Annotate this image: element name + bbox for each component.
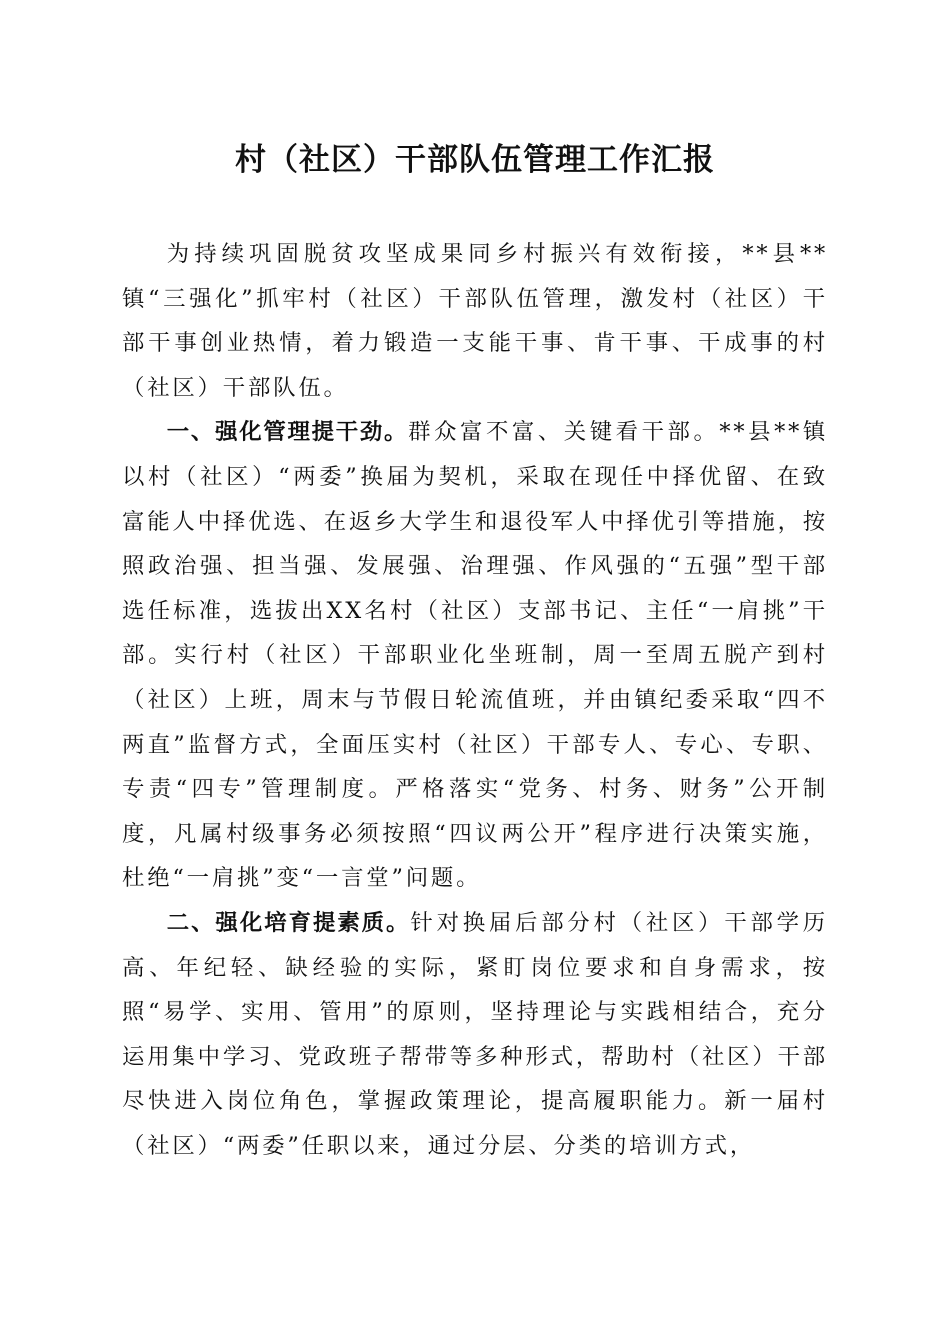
document-body (122, 232, 828, 1168)
section-paragraph-1 (122, 410, 828, 901)
intro-paragraph: 为持续巩固脱贫攻坚成果同乡村振兴有效衔接，**县**镇“三强化”抓牢村（社区）干部队伍管理，激发村（社区）干部干事创业热情，着力锻造一支能干事、肯干事、干成事的村（社区）干部队伍。 (122, 241, 828, 401)
section-heading-2: 二、强化培育提素质。 (166, 909, 411, 936)
section-text-2: 针对换届后部分村（社区）干部学历高、年纪轻、缺经验的实际，紧盯岗位要求和自身需求，按照“易学、实用、管用”的原则，坚持理论与实践相结合，充分运用集中学习、党政班子帮带等多种形式，帮助村（社区）干部尽快进入岗位角色，掌握政策理论，提高履职能力。新一届村（社区）“两委”任职以来，通过分层、分类的培训方式， (122, 909, 828, 1159)
document-title: 村（社区）干部队伍管理工作汇报 (235, 142, 715, 178)
section-paragraph-2 (122, 901, 828, 1169)
section-text-1: 群众富不富、关键看干部。**县**镇以村（社区）“两委”换届为契机，采取在现任中择优留、在致富能人中择优选、在返乡大学生和退役军人中择优引等措施，按照政治强、担当强、发展强、治理强、作风强的“五强”型干部选任标准，选拔出XX名村（社区）支部书记、主任“一肩挑”干部。实行村（社区）干部职业化坐班制，周一至周五脱产到村（社区）上班，周末与节假日轮流值班，并由镇纪委采取“四不两直”监督方式，全面压实村（社区）干部专人、专心、专职、专责“四专”管理制度。严格落实“党务、村务、财务”公开制度，凡属村级事务必须按照“四议两公开”程序进行决策实施，杜绝“一肩挑”变“一言堂”问题。 (122, 419, 829, 892)
section-heading-1: 一、强化管理提干劲。 (166, 419, 409, 446)
